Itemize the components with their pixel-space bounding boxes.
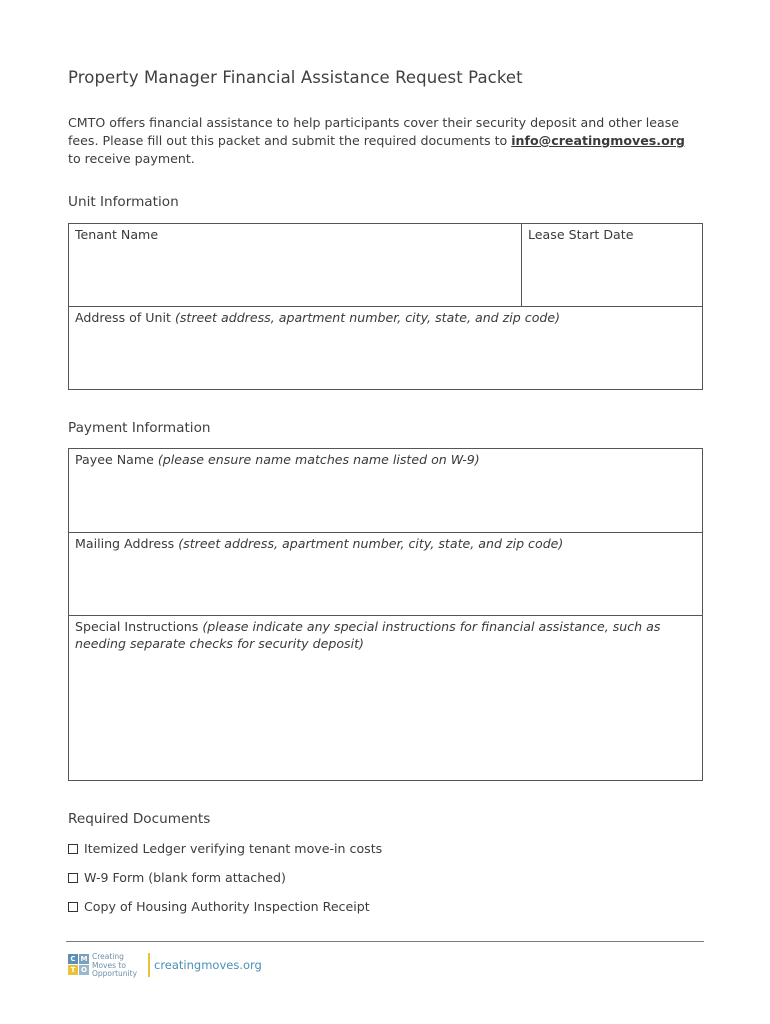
required-document-label: W-9 Form (blank form attached) — [84, 870, 286, 885]
logo-letter: M — [80, 955, 88, 963]
footer-divider — [66, 941, 704, 942]
checkbox-icon[interactable] — [68, 873, 78, 883]
required-document-label: Itemized Ledger verifying tenant move-in costs — [84, 841, 383, 856]
intro-paragraph — [68, 114, 698, 168]
logo-letter: C — [68, 954, 78, 964]
lease-start-date-label: Lease Start Date — [528, 227, 634, 242]
logo-text-line: Creating — [92, 952, 124, 961]
required-document-label: Copy of Housing Authority Inspection Receipt — [84, 899, 370, 914]
required-document-item[interactable] — [68, 899, 370, 914]
cmto-logo — [68, 952, 148, 980]
special-instructions-label: Special Instructions — [75, 619, 199, 634]
logo-letter: O — [79, 965, 89, 975]
tenant-name-label: Tenant Name — [75, 227, 159, 242]
logo-text-line: Opportunity — [92, 969, 138, 978]
mailing-address-label: Mailing Address — [75, 536, 175, 551]
checkbox-icon[interactable] — [68, 902, 78, 912]
payee-name-field[interactable] — [68, 448, 703, 533]
email-link[interactable]: info@creatingmoves.org — [511, 133, 685, 148]
mailing-address-field[interactable] — [68, 532, 703, 616]
website-link[interactable]: creatingmoves.org — [154, 958, 262, 972]
page-title: Property Manager Financial Assistance Request Packet — [68, 68, 523, 87]
checkbox-icon[interactable] — [68, 844, 78, 854]
special-instructions-field[interactable] — [68, 615, 703, 781]
logo-letter: T — [68, 965, 78, 975]
unit-address-hint: (street address, apartment number, city, state, and zip code) — [174, 310, 561, 325]
lease-start-date-field[interactable] — [521, 223, 703, 307]
intro-text-before: CMTO offers financial assistance to help participants cover their security deposit and other lease fees. Please fill out this packet and submit the required documents to — [68, 115, 680, 148]
required-documents-heading: Required Documents — [68, 811, 211, 827]
tenant-name-field[interactable] — [68, 223, 523, 307]
unit-address-label: Address of Unit — [75, 310, 171, 325]
unit-address-field[interactable] — [68, 306, 703, 390]
footer-logo-divider — [148, 953, 150, 977]
intro-text-after: to receive payment. — [68, 151, 195, 166]
logo-text-line: Moves to — [92, 960, 126, 970]
mailing-address-hint: (street address, apartment number, city, state, and zip code) — [178, 536, 564, 551]
payee-name-hint: (please ensure name matches name listed on W-9) — [157, 452, 480, 467]
logo-mark-icon — [68, 954, 90, 976]
special-instructions-hint: (please indicate any special instructions for financial assistance, such as needing separate checks for security deposit) — [75, 619, 661, 651]
payment-information-heading: Payment Information — [68, 420, 211, 436]
required-document-item[interactable] — [68, 870, 286, 885]
unit-information-heading: Unit Information — [68, 194, 179, 210]
logo-wordmark — [92, 953, 137, 979]
payee-name-label: Payee Name — [75, 452, 154, 467]
required-document-item[interactable] — [68, 841, 382, 856]
